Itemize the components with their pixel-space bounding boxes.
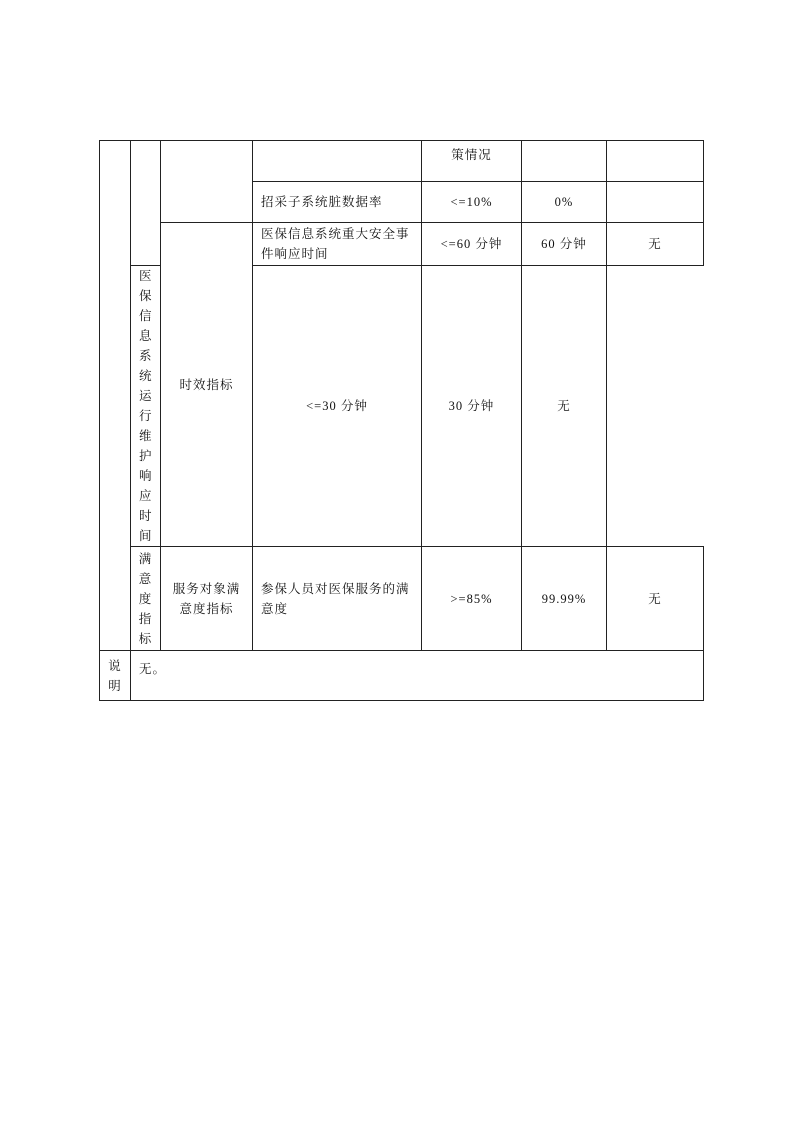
actual-value-cell: 30 分钟 xyxy=(422,266,522,547)
indicator-name-cell xyxy=(253,141,422,182)
target-value-cell: <=30 分钟 xyxy=(253,266,422,547)
vertical-char: 说 xyxy=(108,657,122,673)
satisfaction-level2-cell xyxy=(131,547,161,651)
target-value-cell: >=85% xyxy=(422,547,522,651)
timeliness-category-cell: 时效指标 xyxy=(161,223,253,547)
target-value-cell: <=10% xyxy=(422,182,522,223)
target-value-cell: 策情况 xyxy=(422,141,522,182)
note-cell xyxy=(607,182,704,223)
table-row xyxy=(100,223,704,266)
indicator-name-cell: 招采子系统脏数据率 xyxy=(253,182,422,223)
explanation-label-cell xyxy=(100,651,131,701)
performance-indicator-table xyxy=(99,140,704,701)
target-value-cell: <=60 分钟 xyxy=(422,223,522,266)
note-cell: 无 xyxy=(607,547,704,651)
vertical-char: 意 xyxy=(138,570,153,586)
satisfaction-category-cell: 服务对象满意度指标 xyxy=(161,547,253,651)
indicator-name-cell: 医保信息系统运行维护响应时间 xyxy=(131,266,161,547)
actual-value-cell: 0% xyxy=(522,182,607,223)
table-row xyxy=(100,141,704,182)
actual-value-cell: 99.99% xyxy=(522,547,607,651)
note-cell xyxy=(607,141,704,182)
explanation-text-cell: 无。 xyxy=(131,651,704,701)
table-row xyxy=(100,547,704,651)
level2-indicator-cell xyxy=(131,141,161,266)
vertical-char: 指 xyxy=(138,610,153,626)
indicator-name-cell: 医保信息系统重大安全事件响应时间 xyxy=(253,223,422,266)
level1-indicator-cell xyxy=(100,141,131,651)
note-cell: 无 xyxy=(522,266,607,547)
vertical-char: 明 xyxy=(108,677,122,693)
vertical-char: 度 xyxy=(138,590,153,606)
indicator-name-cell: 参保人员对医保服务的满意度 xyxy=(253,547,422,651)
note-cell: 无 xyxy=(607,223,704,266)
level3-category-cell xyxy=(161,141,253,223)
actual-value-cell: 60 分钟 xyxy=(522,223,607,266)
table-row xyxy=(100,651,704,701)
actual-value-cell xyxy=(522,141,607,182)
vertical-char: 标 xyxy=(138,630,153,646)
vertical-char: 满 xyxy=(138,550,153,566)
